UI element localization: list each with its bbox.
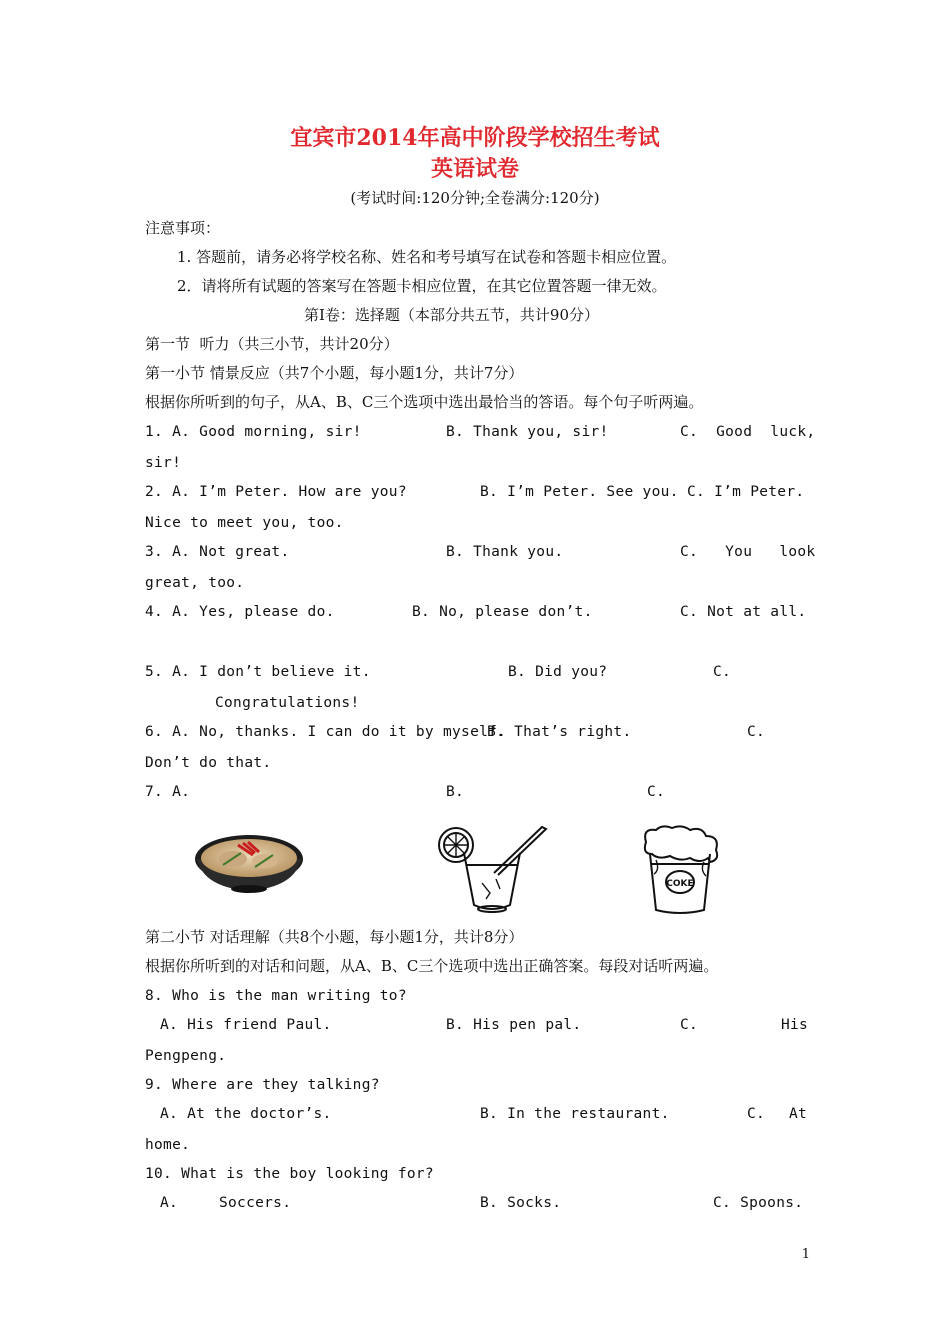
q8-option-a: A. His friend Paul. xyxy=(160,1017,332,1033)
q2-option-c-wrap: Nice to meet you, too. xyxy=(145,515,344,531)
q7-option-c: C. xyxy=(647,784,666,800)
q9-option-c-wrap: home. xyxy=(145,1137,191,1153)
q9-option-c: C. xyxy=(747,1106,766,1122)
q10-option-b: B. Socks. xyxy=(480,1195,562,1211)
part1-heading: 第Ⅰ卷：选择题（本部分共五节，共计90分） xyxy=(304,306,600,324)
q4-option-a: 4. A. Yes, please do. xyxy=(145,604,335,620)
q7-option-b: B. xyxy=(446,784,465,800)
q9-option-a: A. At the doctor’s. xyxy=(160,1106,332,1122)
notes-item-1: 1. 答题前，请务必将学校名称、姓名和考号填写在试卷和答题卡相应位置。 xyxy=(177,248,677,266)
q10-question: 10. What is the boy looking for? xyxy=(145,1166,434,1182)
q1-option-c: C. Good luck, xyxy=(680,424,816,440)
notes-item-2: 2．请将所有试题的答案写在答题卡相应位置，在其它位置答题一律无效。 xyxy=(177,277,667,295)
section1-heading: 第一节 听力（共三小节，共计20分） xyxy=(145,335,399,353)
exam-subtitle: 英语试卷 xyxy=(430,156,519,182)
q1-option-b: B. Thank you, sir! xyxy=(446,424,609,440)
q5-option-b: B. Did you? xyxy=(508,664,608,680)
q5-option-a: 5. A. I don’t believe it. xyxy=(145,664,371,680)
section2-instruction: 根据你所听到的对话和问题，从A、B、C三个选项中选出正确答案。每段对话听两遍。 xyxy=(145,957,719,975)
noodle-bowl-icon xyxy=(193,825,305,895)
exam-info: (考试时间:120分钟;全卷满分:120分) xyxy=(350,189,600,207)
q2-option-a: 2. A. I’m Peter. How are you? xyxy=(145,484,407,500)
q10-option-a: A. xyxy=(160,1195,179,1211)
sub1-instruction: 根据你所听到的句子，从A、B、C三个选项中选出最恰当的答语。每个句子听两遍。 xyxy=(145,393,704,411)
q8-option-b: B. His pen pal. xyxy=(446,1017,582,1033)
q1-option-c-wrap: sir! xyxy=(145,455,182,471)
q4-option-c: C. Not at all. xyxy=(680,604,807,620)
q9-question: 9. Where are they talking? xyxy=(145,1077,380,1093)
q6-option-c: C. xyxy=(747,724,766,740)
section2-heading: 第二小节 对话理解（共8个小题，每小题1分，共计8分） xyxy=(145,928,524,946)
coke-label: COKE xyxy=(666,879,694,889)
q6-option-b: B. That’s right. xyxy=(487,724,632,740)
q7-option-a: 7. A. xyxy=(145,784,191,800)
q3-option-c-wrap: great, too. xyxy=(145,575,245,591)
q2-option-c: C. I’m Peter. xyxy=(687,484,805,500)
q3-option-b: B. Thank you. xyxy=(446,544,564,560)
exam-title: 宜宾市2014年高中阶段学校招生考试 xyxy=(290,125,660,151)
q9-option-b: B. In the restaurant. xyxy=(480,1106,670,1122)
notes-heading: 注意事项： xyxy=(145,219,221,237)
q8-option-c-text: His xyxy=(781,1017,809,1033)
q3-option-a: 3. A. Not great. xyxy=(145,544,290,560)
q2-option-b: B. I’m Peter. See you. xyxy=(480,484,679,500)
q6-option-c-wrap: Don’t do that. xyxy=(145,755,272,771)
q1-option-a: 1. A. Good morning, sir! xyxy=(145,424,362,440)
q10-option-a-text: Soccers. xyxy=(219,1195,292,1211)
q8-option-c: C. xyxy=(680,1017,699,1033)
sub1-heading: 第一小节 情景反应（共7个小题，每小题1分，共计7分） xyxy=(145,364,524,382)
q3-option-c: C. You look xyxy=(680,544,816,560)
q8-question: 8. Who is the man writing to? xyxy=(145,988,407,1004)
lemonade-glass-icon xyxy=(434,823,548,915)
page-number: 1 xyxy=(801,1247,810,1262)
q10-option-c: C. Spoons. xyxy=(713,1195,804,1211)
q8-option-c-wrap: Pengpeng. xyxy=(145,1048,227,1064)
coke-cup-icon xyxy=(640,824,722,916)
q5-option-c: C. xyxy=(713,664,732,680)
q9-option-c-text: At xyxy=(789,1106,808,1122)
q4-option-b: B. No, please don’t. xyxy=(412,604,593,620)
q5-option-c-wrap: Congratulations! xyxy=(215,695,360,711)
q6-option-a: 6. A. No, thanks. I can do it by myself. xyxy=(145,724,507,740)
